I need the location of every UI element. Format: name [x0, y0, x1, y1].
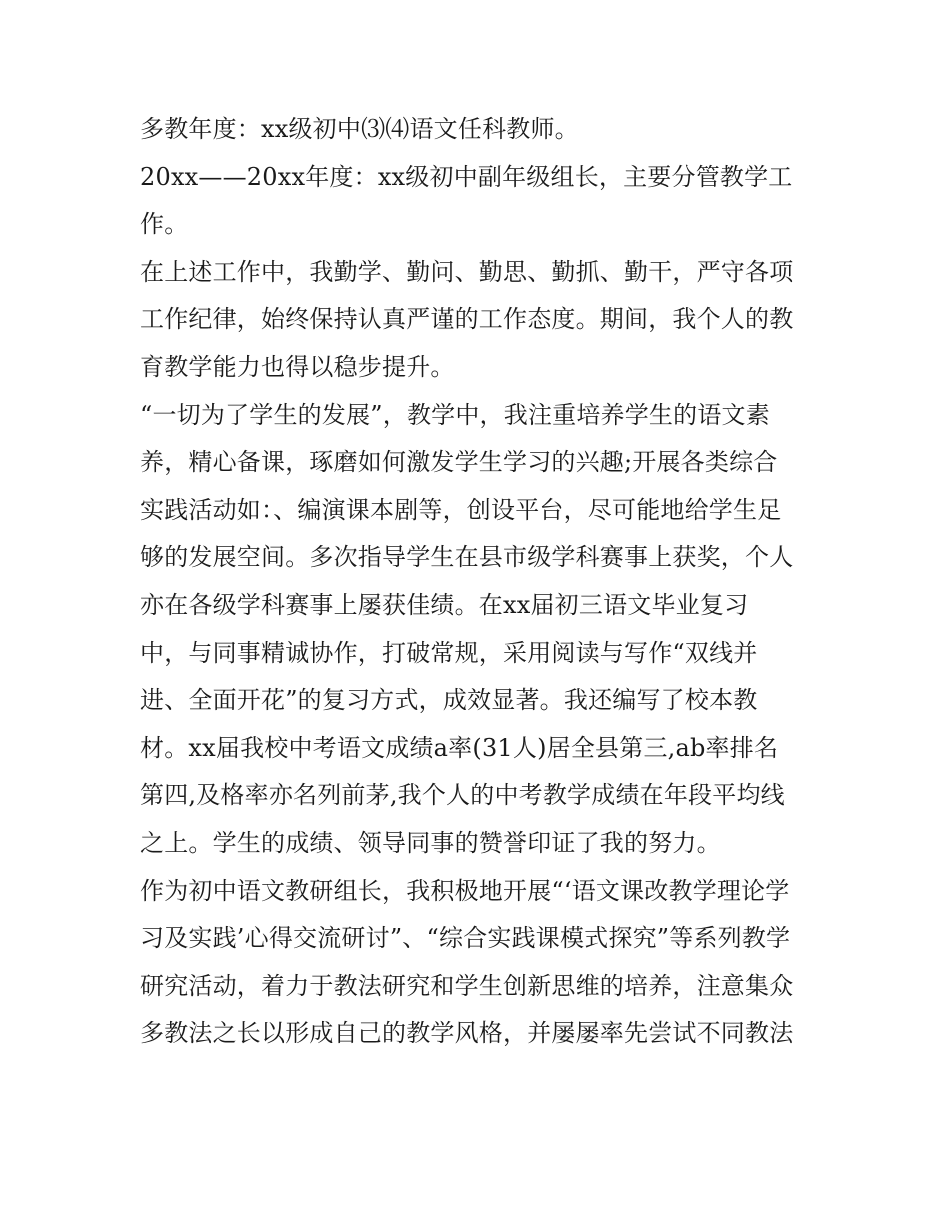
text-line: “一切为了学生的发展”，教学中，我注重培养学生的语文素	[140, 400, 770, 429]
text-line: 20xx——20xx年度：xx级初中副年级组长，主要分管教学工	[140, 162, 793, 191]
text-line: 养，精心备课，琢磨如何激发学生学习的兴趣;开展各类综合	[140, 448, 778, 477]
text-line: 第四,及格率亦名列前茅,我个人的中考教学成绩在年段平均线	[140, 781, 785, 810]
text-line: 实践活动如：、编演课本剧等，创设平台，尽可能地给学生足	[140, 495, 782, 524]
text-line: 亦在各级学科赛事上屡获佳绩。在xx届初三语文毕业复习	[140, 590, 749, 619]
text-line: 够的发展空间。多次指导学生在县市级学科赛事上获奖，个人	[140, 543, 794, 572]
text-line: 材。xx届我校中考语文成绩a率(31人)居全县第三,ab率排名	[140, 733, 779, 762]
text-line: 在上述工作中，我勤学、勤问、勤思、勤抓、勤干，严守各项	[140, 257, 794, 286]
document-body	[140, 106, 820, 1058]
text-line: 进、全面开花”的复习方式，成效显著。我还编写了校本教	[140, 686, 758, 715]
text-line: 中，与同事精诚协作，打破常规，采用阅读与写作“双线并	[140, 638, 758, 667]
text-line: 工作纪律，始终保持认真严谨的工作态度。期间，我个人的教	[140, 305, 794, 334]
text-line: 多教法之长以形成自己的教学风格，并屡屡率先尝试不同教法	[140, 1019, 794, 1048]
text-line: 作为初中语文教研组长，我积极地开展“‘语文课改教学理论学	[140, 876, 790, 905]
text-line: 习及实践’心得交流研讨”、“综合实践课模式探究”等系列教学	[140, 924, 791, 953]
text-line: 作。	[140, 210, 189, 239]
text-line: 多教年度：xx级初中⑶⑷语文任科教师。	[140, 115, 579, 143]
text-line: 研究活动，着力于教法研究和学生创新思维的培养，注意集众	[140, 971, 794, 1000]
text-line: 育教学能力也得以稳步提升。	[140, 352, 455, 381]
text-line: 之上。学生的成绩、领导同事的赞誉印证了我的努力。	[140, 828, 721, 857]
